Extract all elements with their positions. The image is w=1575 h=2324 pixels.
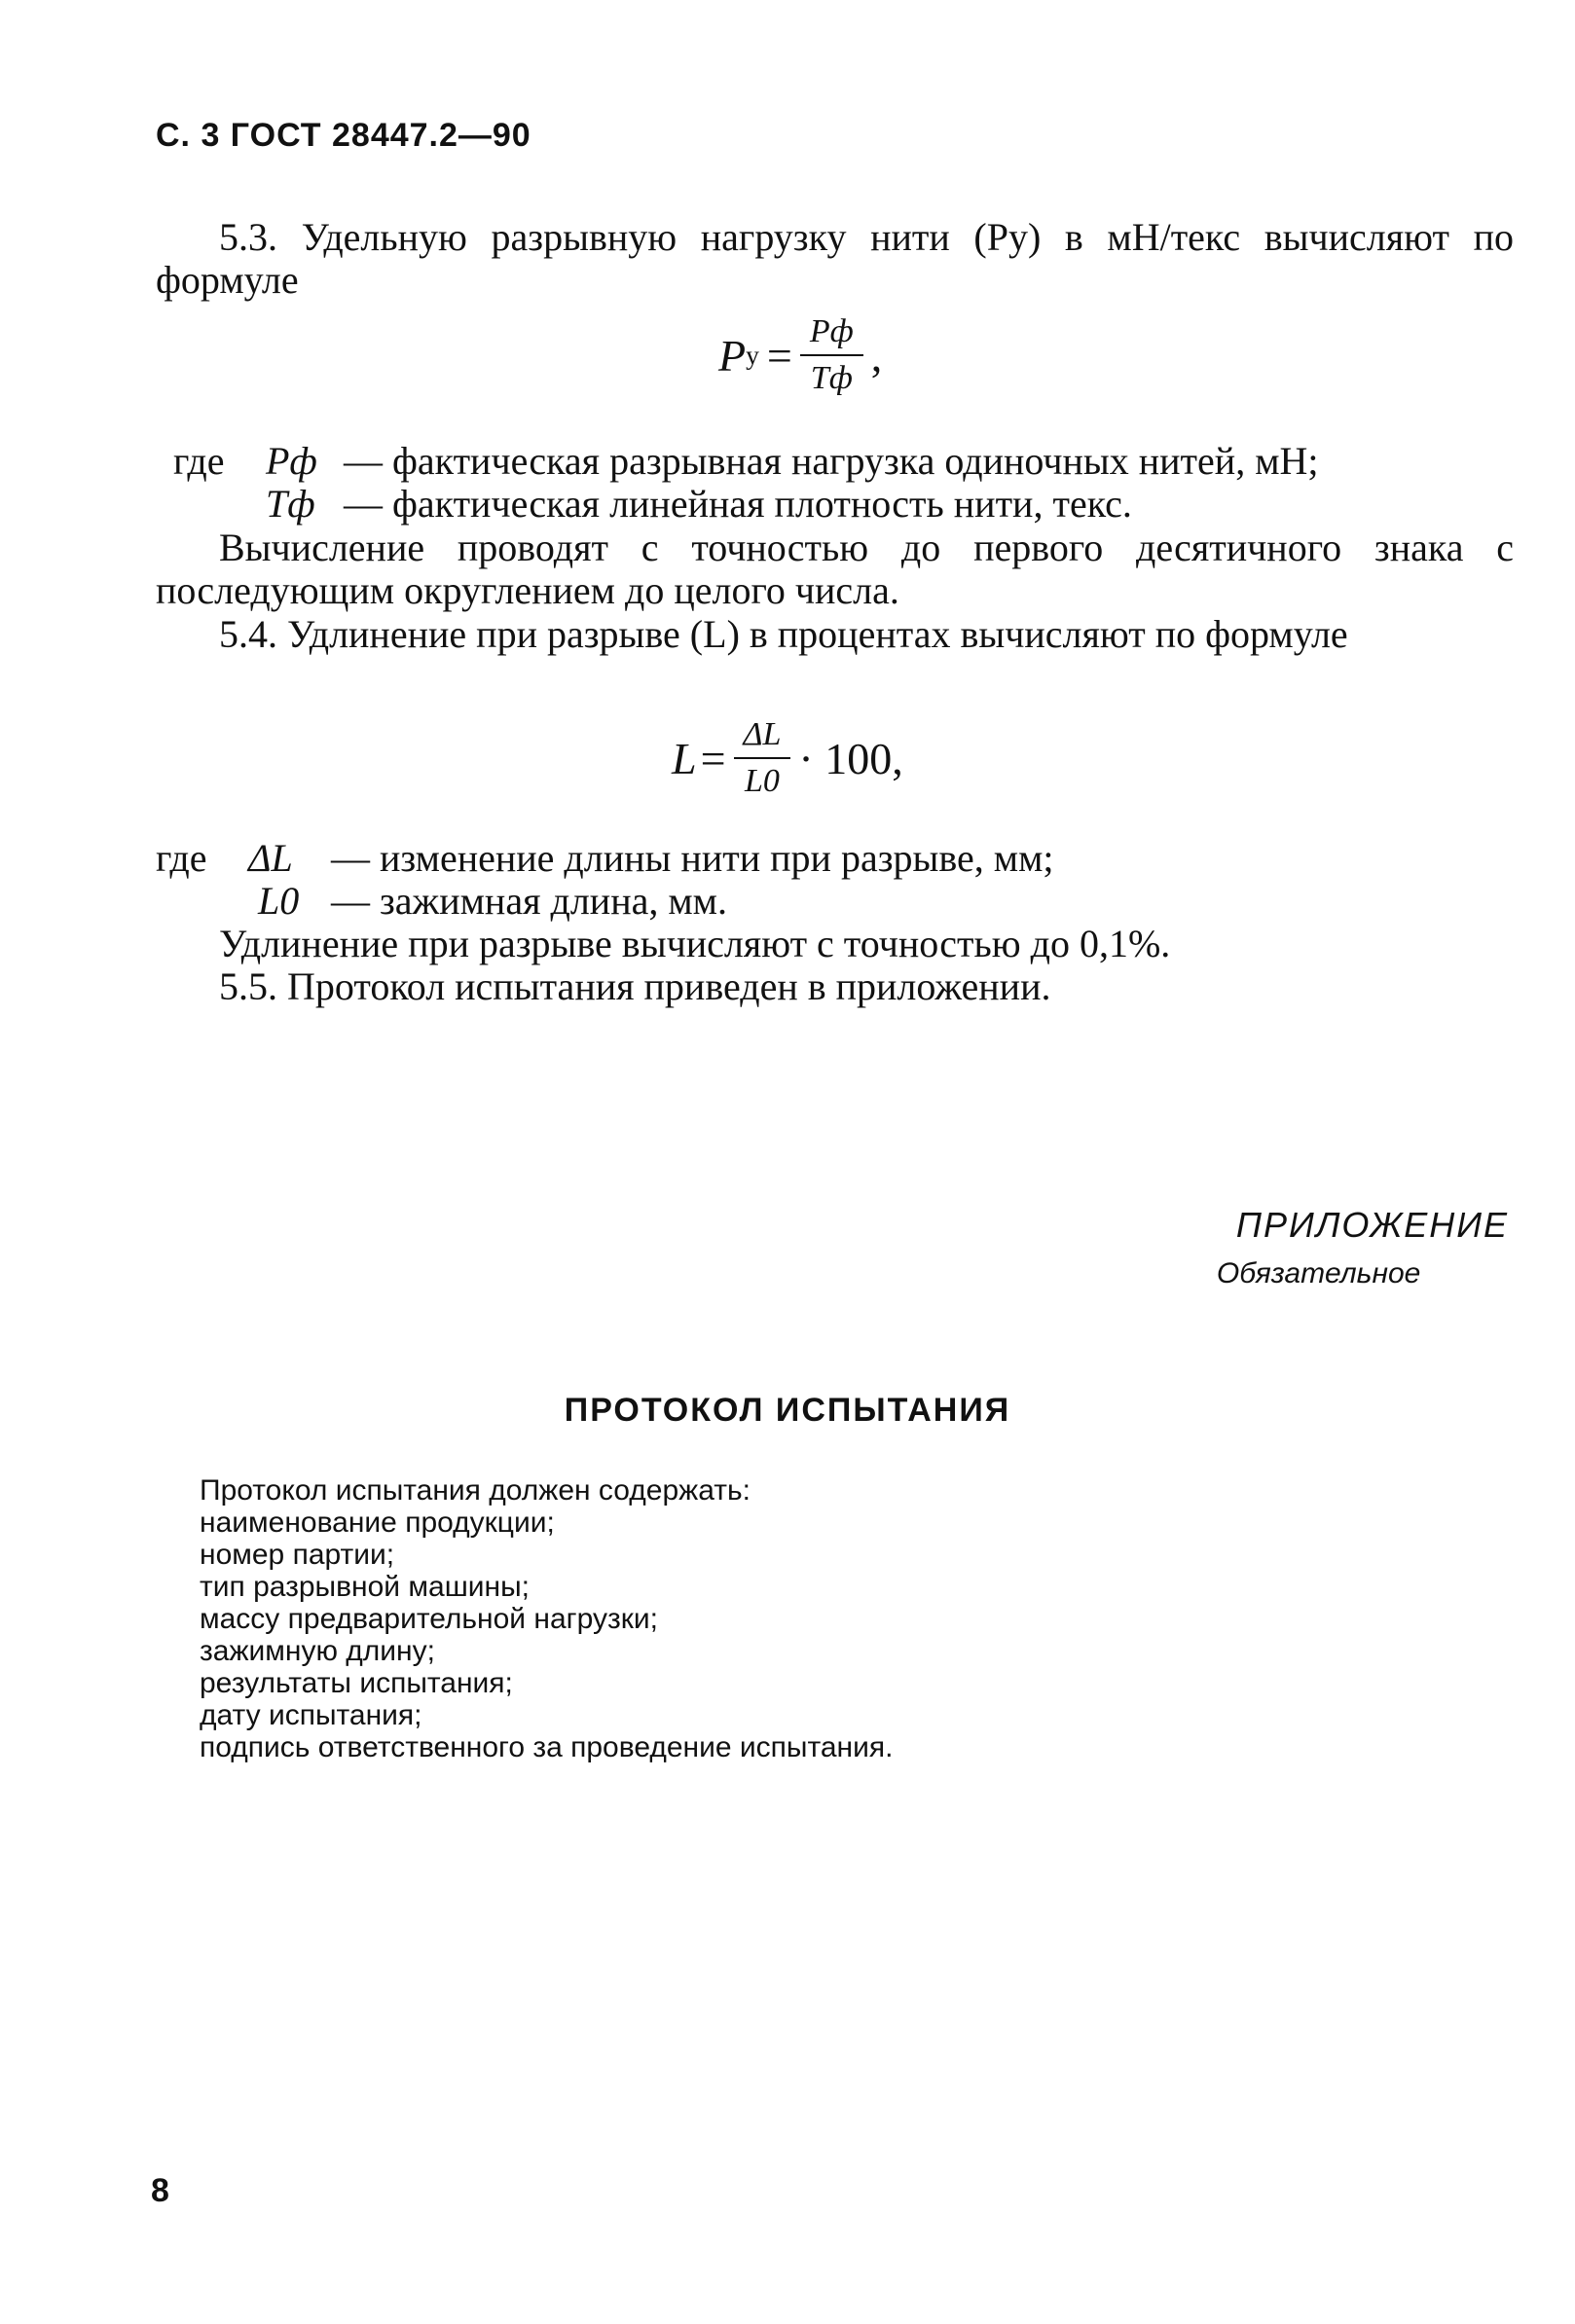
page-header: С. 3 ГОСТ 28447.2—90 <box>156 117 531 154</box>
definitions-1 <box>173 440 1319 526</box>
list-item: массу предварительной нагрузки; <box>200 1603 658 1635</box>
definitions-2 <box>156 837 1054 923</box>
definition-row <box>173 440 1319 483</box>
formula-lhs-subscript: у <box>746 340 759 370</box>
definition-lead: где <box>173 439 225 483</box>
definition-symbol: Tф <box>266 482 315 526</box>
definition-symbol: ΔL <box>248 836 293 880</box>
definition-text: — зажимная длина, мм. <box>331 879 727 923</box>
formula-lhs: P <box>718 330 747 381</box>
formula-fraction <box>734 716 791 800</box>
paragraph-5-5: 5.5. Протокол испытания приведен в приложении. <box>219 964 1051 1008</box>
list-item: зажимную длину; <box>200 1635 435 1667</box>
formula-equals: = <box>766 330 792 381</box>
protocol-list <box>200 1474 893 1763</box>
formula-elongation <box>672 716 903 800</box>
appendix-title: ПРИЛОЖЕНИЕ <box>1235 1205 1509 1245</box>
definition-text: — фактическая разрывная нагрузка одиночных нитей, мН; <box>344 439 1319 483</box>
paragraph-5-4: 5.4. Удлинение при разрыве (L) в процентах вычисляют по формуле <box>219 612 1348 656</box>
formula-fraction <box>800 313 863 397</box>
formula-denominator: Tф <box>810 360 853 396</box>
formula-tail: , <box>870 330 883 381</box>
formula-lhs: L <box>672 733 697 783</box>
definition-row <box>156 880 1054 923</box>
appendix-label <box>1217 1205 1509 1290</box>
definition-text: — изменение длины нити при разрыве, мм; <box>331 836 1054 880</box>
definition-row <box>173 483 1319 526</box>
appendix-subtitle: Обязательное <box>1216 1257 1421 1289</box>
list-item: результаты испытания; <box>200 1667 513 1699</box>
definition-text: — фактическая линейная плотность нити, текс. <box>344 482 1132 526</box>
list-item: Протокол испытания должен содержать: <box>200 1474 751 1507</box>
list-item: тип разрывной машины; <box>200 1571 530 1603</box>
formula-tail: · 100, <box>798 733 903 783</box>
paragraph-5-4-accuracy: Удлинение при разрыве вычисляют с точностью до 0,1%. <box>219 922 1171 965</box>
formula-denominator: L0 <box>745 763 780 799</box>
list-item: дату испытания; <box>200 1699 422 1731</box>
definition-lead: где <box>156 836 207 880</box>
list-item: подпись ответственного за проведение испытания. <box>200 1731 894 1763</box>
formula-specific-load <box>718 313 882 397</box>
definition-symbol: Pф <box>266 439 317 483</box>
section-title: ПРОТОКОЛ ИСПЫТАНИЯ <box>564 1392 1011 1429</box>
formula-numerator: ΔL <box>734 716 791 759</box>
paragraph-5-3: 5.3. Удельную разрывную нагрузку нити (Pу) в мН/текс вычисляют по формуле <box>156 215 1514 302</box>
definition-symbol: L0 <box>258 879 300 923</box>
paragraph-5-3-accuracy: Вычисление проводят с точностью до первого десятичного знака с последующим округлением до целого числа. <box>156 526 1514 612</box>
formula-equals: = <box>700 733 726 783</box>
list-item: номер партии; <box>200 1539 395 1571</box>
page-number: 8 <box>151 2172 169 2209</box>
definition-row <box>156 837 1054 880</box>
list-item: наименование продукции; <box>200 1507 555 1539</box>
formula-numerator: Pф <box>800 313 863 356</box>
